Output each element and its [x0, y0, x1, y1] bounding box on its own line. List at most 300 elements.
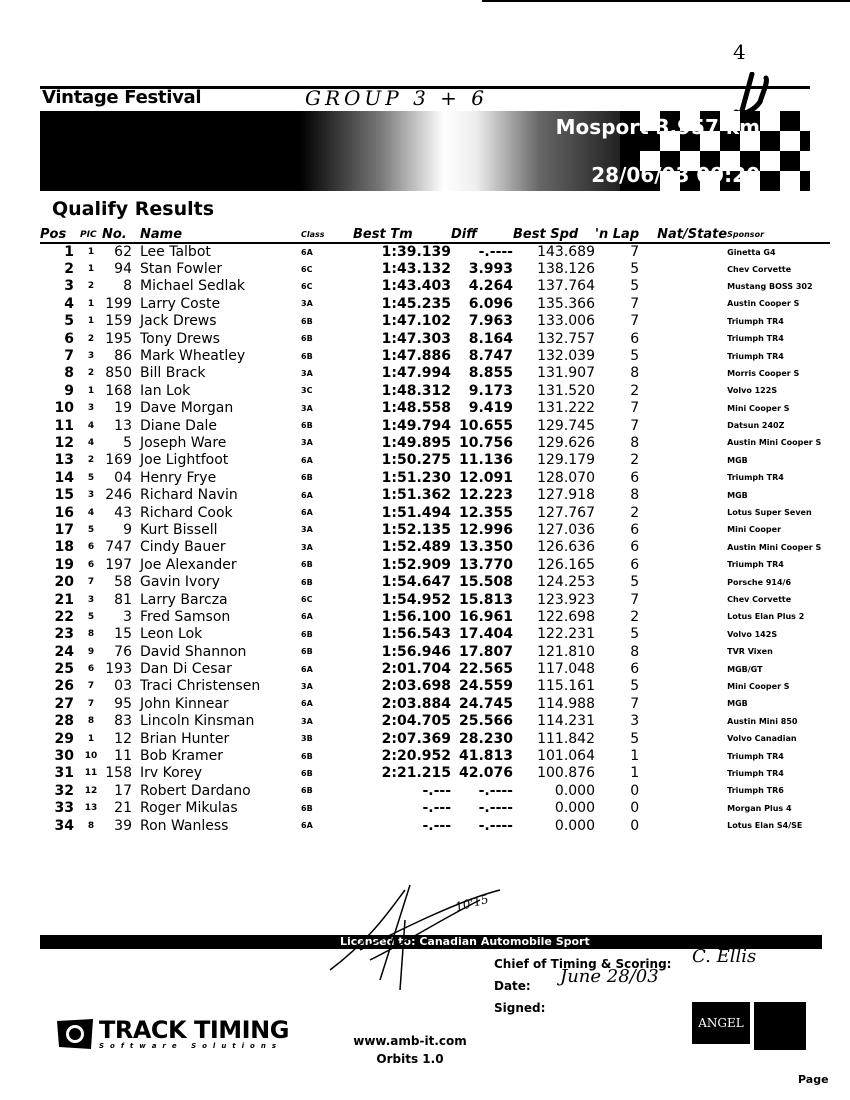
row-diff: -.---- — [478, 244, 513, 261]
row-nat-state — [647, 765, 727, 782]
row-sponsor: Volvo Canadian — [727, 734, 797, 744]
row-in-lap: 5 — [630, 626, 640, 643]
row-pos: 15 — [54, 487, 74, 504]
row-nat-state — [647, 800, 727, 817]
col-best-spd: Best Spd — [513, 227, 595, 243]
col-no: No. — [102, 227, 140, 243]
row-nat-state — [647, 278, 727, 295]
row-diff: 24.745 — [458, 695, 513, 712]
row-class: 3B — [301, 734, 313, 744]
row-class: 3A — [301, 299, 313, 309]
row-car-number: 58 — [114, 574, 132, 591]
row-driver-name: Irv Korey — [140, 765, 203, 782]
row-diff: 8.747 — [468, 348, 513, 365]
row-nat-state — [647, 730, 727, 747]
table-row — [40, 347, 830, 364]
row-best-speed: 129.745 — [537, 417, 595, 434]
row-best-time: -.--- — [422, 800, 451, 817]
row-pic: 12 — [84, 785, 98, 796]
row-in-lap: 1 — [630, 765, 640, 782]
row-diff: 25.566 — [458, 713, 513, 730]
row-sponsor: Lotus Elan S4/SE — [727, 821, 803, 831]
row-in-lap: 5 — [630, 348, 640, 365]
row-pos: 26 — [54, 678, 74, 695]
row-best-time: -.--- — [422, 817, 451, 834]
row-in-lap: 2 — [630, 452, 640, 469]
row-car-number: 9 — [123, 521, 132, 538]
handwritten-page-number: 4 — [733, 40, 746, 64]
row-sponsor: Mustang BOSS 302 — [727, 281, 813, 291]
table-row — [40, 382, 830, 399]
row-class: 3A — [301, 368, 313, 378]
track-timing-logo — [55, 1017, 289, 1051]
row-best-time: 1:52.909 — [381, 556, 451, 573]
row-class: 6A — [301, 664, 313, 674]
row-best-time: 1:56.946 — [381, 643, 451, 660]
row-pic: 6 — [87, 542, 95, 553]
row-best-time: 1:49.895 — [381, 434, 451, 451]
row-pos: 6 — [64, 330, 74, 347]
row-in-lap: 0 — [630, 800, 640, 817]
row-nat-state — [647, 347, 727, 364]
row-class: 3C — [301, 386, 313, 396]
row-sponsor: Morris Cooper S — [727, 368, 800, 378]
row-pos: 23 — [54, 626, 74, 643]
row-pic: 5 — [87, 611, 95, 622]
row-best-speed: 138.126 — [537, 261, 595, 278]
table-row — [40, 800, 830, 817]
row-best-speed: 114.231 — [537, 713, 595, 730]
row-nat-state — [647, 469, 727, 486]
row-pic: 3 — [87, 594, 95, 605]
row-driver-name: Stan Fowler — [140, 261, 223, 278]
row-class: 6A — [301, 490, 313, 500]
row-class: 6C — [301, 264, 313, 274]
table-row — [40, 452, 830, 469]
row-pic: 10 — [84, 751, 98, 762]
row-best-speed: 127.767 — [537, 504, 595, 521]
row-best-time: 1:49.794 — [381, 417, 451, 434]
row-in-lap: 7 — [630, 591, 640, 608]
row-class: 6A — [301, 455, 313, 465]
row-best-time: 1:47.303 — [381, 330, 451, 347]
row-driver-name: Ian Lok — [140, 382, 191, 399]
row-pos: 20 — [54, 574, 74, 591]
row-class: 3A — [301, 525, 313, 535]
row-diff: 8.855 — [468, 365, 513, 382]
row-diff: 12.091 — [458, 469, 513, 486]
row-in-lap: 2 — [630, 382, 640, 399]
row-best-speed: 131.222 — [537, 400, 595, 417]
row-sponsor: MGB — [727, 490, 748, 500]
row-car-number: 199 — [105, 295, 132, 312]
row-pic: 5 — [87, 472, 95, 483]
row-class: 6B — [301, 473, 313, 483]
row-pic: 5 — [87, 524, 95, 535]
row-in-lap: 5 — [630, 730, 640, 747]
row-car-number: 86 — [114, 348, 132, 365]
row-pos: 18 — [54, 539, 74, 556]
chief-label: Chief of Timing & Scoring: — [494, 957, 672, 971]
row-best-time: 1:54.647 — [381, 574, 451, 591]
row-pos: 19 — [54, 556, 74, 573]
row-sponsor: Mini Cooper — [727, 525, 782, 535]
row-pos: 13 — [54, 452, 74, 469]
row-diff: 17.807 — [458, 643, 513, 660]
row-car-number: 76 — [114, 643, 132, 660]
row-pos: 32 — [54, 782, 74, 799]
row-best-speed: 0.000 — [554, 817, 595, 834]
row-diff: 8.164 — [468, 330, 513, 347]
row-pic: 9 — [87, 646, 95, 657]
table-row — [40, 747, 830, 764]
row-class: 6A — [301, 612, 313, 622]
row-pic: 1 — [87, 298, 95, 309]
table-row — [40, 504, 830, 521]
row-best-speed: 127.918 — [537, 487, 595, 504]
row-diff: 10.655 — [458, 417, 513, 434]
row-pic: 1 — [87, 264, 95, 275]
row-best-time: 1:48.312 — [381, 382, 451, 399]
row-pos: 16 — [54, 504, 74, 521]
session-datetime: 28/06/03 09:20 — [591, 163, 760, 187]
row-nat-state — [647, 521, 727, 538]
col-sponsor: Sponsor — [727, 227, 830, 243]
table-row — [40, 295, 830, 312]
col-in-lap: 'n Lap — [595, 227, 647, 243]
row-sponsor: Triumph TR4 — [727, 751, 784, 761]
row-class: 6B — [301, 316, 313, 326]
row-in-lap: 2 — [630, 608, 640, 625]
row-best-speed: 131.907 — [537, 365, 595, 382]
website-link[interactable]: www.amb-it.com — [353, 1034, 467, 1048]
row-class: 6B — [301, 577, 313, 587]
row-nat-state — [647, 330, 727, 347]
row-pos: 8 — [64, 365, 74, 382]
row-best-speed: 129.626 — [537, 434, 595, 451]
row-nat-state — [647, 382, 727, 399]
row-sponsor: Volvo 122S — [727, 386, 778, 396]
row-driver-name: Roger Mikulas — [140, 800, 238, 817]
row-diff: 28.230 — [458, 730, 513, 747]
col-best-tm: Best Tm — [353, 227, 451, 243]
row-pic: 4 — [87, 507, 95, 518]
row-pic: 7 — [87, 577, 95, 588]
row-best-speed: 128.070 — [537, 469, 595, 486]
row-diff: 15.508 — [458, 574, 513, 591]
row-pos: 3 — [64, 278, 74, 295]
row-best-speed: 121.810 — [537, 643, 595, 660]
row-pos: 5 — [64, 313, 74, 330]
row-car-number: 62 — [114, 244, 132, 261]
row-best-speed: 129.179 — [537, 452, 595, 469]
col-pic: PIC — [80, 227, 102, 243]
row-sponsor: Triumph TR6 — [727, 786, 784, 796]
row-pic: 3 — [87, 351, 95, 362]
row-sponsor: Triumph TR4 — [727, 334, 784, 344]
row-nat-state — [647, 417, 727, 434]
row-in-lap: 7 — [630, 313, 640, 330]
row-in-lap: 7 — [630, 244, 640, 261]
row-sponsor: MGB — [727, 455, 748, 465]
row-nat-state — [647, 365, 727, 382]
row-best-time: 2:03.698 — [381, 678, 451, 695]
row-sponsor: Triumph TR4 — [727, 316, 784, 326]
row-car-number: 193 — [105, 661, 132, 678]
row-in-lap: 5 — [630, 678, 640, 695]
row-nat-state — [647, 400, 727, 417]
row-sponsor: Morgan Plus 4 — [727, 803, 792, 813]
row-best-speed: 123.923 — [537, 591, 595, 608]
row-pic: 13 — [84, 803, 98, 814]
row-in-lap: 7 — [630, 400, 640, 417]
row-sponsor: Datsun 240Z — [727, 421, 785, 431]
row-sponsor: Chev Corvette — [727, 595, 792, 604]
table-row — [40, 330, 830, 347]
row-in-lap: 8 — [630, 434, 640, 451]
row-car-number: 8 — [123, 278, 132, 295]
section-title: Qualify Results — [52, 198, 215, 220]
row-pos: 7 — [64, 348, 74, 365]
row-driver-name: Kurt Bissell — [140, 521, 218, 538]
row-car-number: 3 — [123, 608, 132, 625]
results-table — [40, 227, 830, 834]
table-row — [40, 313, 830, 330]
row-nat-state — [647, 747, 727, 764]
row-driver-name: Diane Dale — [140, 417, 218, 434]
row-driver-name: Fred Samson — [140, 608, 231, 625]
header-banner — [40, 111, 810, 191]
row-nat-state — [647, 695, 727, 712]
row-in-lap: 8 — [630, 487, 640, 504]
row-pos: 28 — [54, 713, 74, 730]
table-row — [40, 278, 830, 295]
row-driver-name: Mark Wheatley — [140, 348, 246, 365]
row-best-time: 1:43.132 — [381, 261, 451, 278]
row-car-number: 246 — [105, 487, 132, 504]
row-pos: 27 — [54, 695, 74, 712]
table-row — [40, 643, 830, 660]
row-car-number: 12 — [114, 730, 132, 747]
row-pos: 34 — [54, 817, 74, 834]
row-driver-name: Robert Dardano — [140, 782, 251, 799]
row-best-time: 2:04.705 — [381, 713, 451, 730]
row-pos: 4 — [64, 295, 74, 312]
row-diff: 4.264 — [468, 278, 513, 295]
row-pic: 2 — [87, 368, 95, 379]
row-car-number: 21 — [114, 800, 132, 817]
row-sponsor: Triumph TR4 — [727, 768, 784, 778]
col-pos: Pos — [40, 227, 80, 243]
row-diff: 11.136 — [458, 452, 513, 469]
signature-time: 10'15 — [453, 891, 491, 915]
row-class: 6B — [301, 751, 313, 761]
row-driver-name: Richard Navin — [140, 487, 238, 504]
table-row — [40, 417, 830, 434]
row-diff: 9.173 — [468, 382, 513, 399]
row-car-number: 169 — [105, 452, 132, 469]
row-pos: 2 — [64, 261, 74, 278]
table-row — [40, 521, 830, 538]
row-class: 6B — [301, 421, 313, 431]
row-diff: 12.996 — [458, 521, 513, 538]
row-in-lap: 2 — [630, 504, 640, 521]
row-nat-state — [647, 643, 727, 660]
row-pos: 31 — [54, 765, 74, 782]
row-pic: 4 — [87, 437, 95, 448]
software-version: Orbits 1.0 — [376, 1052, 444, 1066]
row-pic: 8 — [87, 716, 95, 727]
row-driver-name: Joe Alexander — [140, 556, 237, 573]
row-diff: 12.223 — [458, 487, 513, 504]
row-in-lap: 7 — [630, 695, 640, 712]
row-pic: 1 — [87, 316, 95, 327]
table-row — [40, 365, 830, 382]
table-row — [40, 243, 830, 260]
helmet-icon — [55, 1017, 95, 1051]
table-row — [40, 817, 830, 834]
row-pic: 6 — [87, 664, 95, 675]
row-best-speed: 114.988 — [537, 695, 595, 712]
row-best-time: 2:21.215 — [381, 765, 451, 782]
row-diff: 22.565 — [458, 661, 513, 678]
row-nat-state — [647, 295, 727, 312]
row-car-number: 95 — [114, 695, 132, 712]
row-driver-name: Bob Kramer — [140, 748, 224, 765]
row-best-time: 2:03.884 — [381, 695, 451, 712]
row-class: 3A — [301, 438, 313, 448]
row-nat-state — [647, 678, 727, 695]
row-car-number: 43 — [114, 504, 132, 521]
row-sponsor: Mini Cooper S — [727, 403, 790, 413]
row-best-speed: 132.757 — [537, 330, 595, 347]
row-pos: 30 — [54, 748, 74, 765]
row-best-speed: 126.636 — [537, 539, 595, 556]
row-nat-state — [647, 713, 727, 730]
row-sponsor: Chev Corvette — [727, 264, 792, 274]
table-row — [40, 608, 830, 625]
row-diff: 3.993 — [468, 261, 513, 278]
logo-brand: TRACK TIMING — [99, 1016, 289, 1044]
row-pic: 2 — [87, 333, 95, 344]
row-nat-state — [647, 504, 727, 521]
row-in-lap: 6 — [630, 539, 640, 556]
table-row — [40, 539, 830, 556]
row-sponsor: Triumph TR4 — [727, 351, 784, 361]
row-in-lap: 6 — [630, 330, 640, 347]
row-diff: 12.355 — [458, 504, 513, 521]
row-diff: 9.419 — [468, 400, 513, 417]
row-diff: 16.961 — [458, 608, 513, 625]
row-class: 3A — [301, 716, 313, 726]
table-row — [40, 678, 830, 695]
table-row — [40, 469, 830, 486]
row-in-lap: 7 — [630, 295, 640, 312]
row-pic: 1 — [87, 733, 95, 744]
row-best-speed: 100.876 — [537, 765, 595, 782]
row-in-lap: 6 — [630, 469, 640, 486]
row-best-time: 1:45.235 — [381, 295, 451, 312]
row-class: 6B — [301, 334, 313, 344]
row-class: 6B — [301, 629, 313, 639]
row-best-speed: 115.161 — [537, 678, 595, 695]
row-best-speed: 126.165 — [537, 556, 595, 573]
row-class: 3A — [301, 403, 313, 413]
table-row — [40, 695, 830, 712]
row-nat-state — [647, 539, 727, 556]
row-car-number: 197 — [105, 556, 132, 573]
row-pic: 1 — [87, 385, 95, 396]
row-class: 6A — [301, 247, 313, 257]
handwritten-group-note: GROUP 3 + 6 — [305, 86, 489, 110]
row-sponsor: Austin Cooper S — [727, 299, 800, 309]
row-car-number: 13 — [114, 417, 132, 434]
row-in-lap: 3 — [630, 713, 640, 730]
row-pic: 4 — [87, 420, 95, 431]
row-pos: 33 — [54, 800, 74, 817]
row-nat-state — [647, 626, 727, 643]
row-class: 3A — [301, 681, 313, 691]
row-best-time: 1:39.139 — [381, 244, 451, 261]
row-best-speed: 122.231 — [537, 626, 595, 643]
row-driver-name: Larry Coste — [140, 295, 221, 312]
table-row — [40, 782, 830, 799]
row-pic: 8 — [87, 629, 95, 640]
row-car-number: 03 — [114, 678, 132, 695]
row-sponsor: Volvo 142S — [727, 629, 778, 639]
row-driver-name: Dave Morgan — [140, 400, 234, 417]
footer-site-info — [340, 1032, 480, 1068]
row-pic: 11 — [84, 768, 98, 779]
col-class: Class — [295, 227, 353, 243]
row-best-speed: 101.064 — [537, 748, 595, 765]
table-header-row — [40, 227, 830, 243]
row-in-lap: 6 — [630, 661, 640, 678]
track-name: Mosport 3.957 km — [555, 115, 760, 139]
row-pic: 2 — [87, 455, 95, 466]
row-in-lap: 6 — [630, 556, 640, 573]
row-best-time: 2:07.369 — [381, 730, 451, 747]
license-bar: Licensed to: Canadian Automobile Sport — [40, 935, 822, 949]
table-row — [40, 591, 830, 608]
row-sponsor: Lotus Super Seven — [727, 508, 812, 518]
row-diff: 6.096 — [468, 295, 513, 312]
row-driver-name: Jack Drews — [140, 313, 217, 330]
row-diff: 7.963 — [468, 313, 513, 330]
row-class: 6B — [301, 768, 313, 778]
row-pos: 1 — [64, 244, 74, 261]
row-best-time: 1:51.362 — [381, 487, 451, 504]
row-best-speed: 131.520 — [537, 382, 595, 399]
row-nat-state — [647, 591, 727, 608]
row-in-lap: 1 — [630, 748, 640, 765]
row-best-speed: 137.764 — [537, 278, 595, 295]
row-pos: 25 — [54, 661, 74, 678]
table-row — [40, 713, 830, 730]
row-class: 6C — [301, 595, 313, 604]
row-diff: 13.770 — [458, 556, 513, 573]
row-nat-state — [647, 782, 727, 799]
row-sponsor: Triumph TR4 — [727, 473, 784, 483]
row-best-speed: 124.253 — [537, 574, 595, 591]
sponsor-logo-text: ANGEL — [692, 1002, 750, 1044]
row-pic: 7 — [87, 681, 95, 692]
row-best-speed: 133.006 — [537, 313, 595, 330]
row-best-speed: 143.689 — [537, 244, 595, 261]
table-row — [40, 765, 830, 782]
row-best-time: 1:47.102 — [381, 313, 451, 330]
row-best-time: 1:52.135 — [381, 521, 451, 538]
